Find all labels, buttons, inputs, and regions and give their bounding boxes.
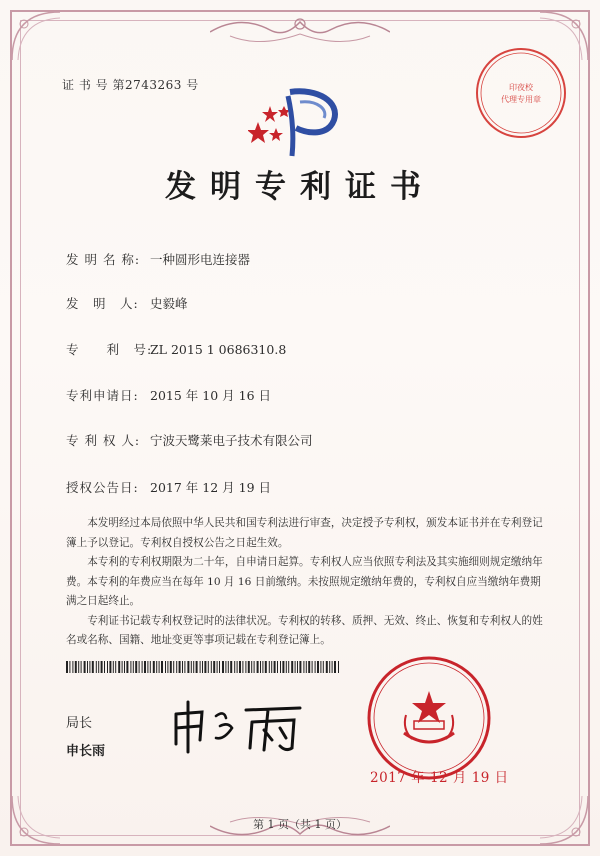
field-value: 史毅峰 bbox=[150, 296, 188, 311]
field-label: 发 明 人: bbox=[66, 296, 139, 311]
body-paragraph: 本发明经过本局依照中华人民共和国专利法进行审查，决定授予专利权，颁发本证书并在专利登记簿上予以登记。专利权自授权公告之日起生效。 bbox=[66, 517, 543, 549]
field-value: 一种圆形电连接器 bbox=[150, 252, 251, 267]
certificate-body bbox=[66, 514, 544, 651]
field-patent-number bbox=[66, 340, 286, 358]
signature-title: 局长 bbox=[66, 716, 93, 731]
agency-stamp-line2: 代理专用章 bbox=[501, 95, 541, 104]
field-grant-date bbox=[66, 478, 271, 496]
field-value: 2015 年 10 月 16 日 bbox=[150, 388, 271, 403]
certificate-title: 发明专利证书 bbox=[165, 169, 435, 205]
field-label: 专 利 号: bbox=[66, 342, 153, 357]
top-ornament-icon bbox=[210, 12, 390, 52]
body-paragraph: 专利证书记载专利权登记时的法律状况。专利权的转移、质押、无效、终止、恢复和专利权人的姓名或名称、国籍、地址变更等事项记载在专利登记簿上。 bbox=[66, 614, 543, 646]
corner-ornament-icon bbox=[10, 10, 62, 62]
field-inventor bbox=[66, 294, 188, 312]
patent-office-logo-icon bbox=[248, 84, 348, 158]
body-paragraph: 本专利的专利权期限为二十年，自申请日起算。专利权人应当依照专利法及其实施细则规定缴纳年费。本专利的年费应当在每年 10 月 16 日前缴纳。未按照规定缴纳年费的，专利权自应当缴纳年费期满之日起终止。 bbox=[66, 556, 543, 607]
field-value: ZL 2015 1 0686310.8 bbox=[150, 342, 287, 357]
field-patentee bbox=[66, 431, 313, 449]
field-value: 宁波天鹭莱电子技术有限公司 bbox=[150, 433, 313, 448]
page-number: 第 1 页（共 1 页） bbox=[253, 818, 347, 831]
seal-date: 2017 年 12 月 19 日 bbox=[370, 770, 509, 786]
field-label: 专 利 权 人: bbox=[66, 433, 141, 448]
agency-stamp-line1: 印夜校 bbox=[509, 83, 533, 92]
field-value: 2017 年 12 月 19 日 bbox=[150, 480, 271, 495]
signature-name: 申长雨 bbox=[66, 744, 106, 759]
barcode-icon bbox=[66, 661, 342, 673]
field-label: 发 明 名 称: bbox=[66, 252, 141, 267]
national-ip-office-seal-icon bbox=[366, 655, 492, 781]
field-application-date bbox=[66, 386, 271, 404]
field-label: 授权公告日: bbox=[66, 480, 139, 495]
agency-stamp-icon bbox=[474, 46, 568, 140]
field-invention-name bbox=[66, 250, 250, 268]
certificate-number: 证 书 号 第2743263 号 bbox=[62, 78, 199, 92]
handwritten-signature-icon bbox=[168, 696, 308, 756]
field-label: 专利申请日: bbox=[66, 388, 139, 403]
